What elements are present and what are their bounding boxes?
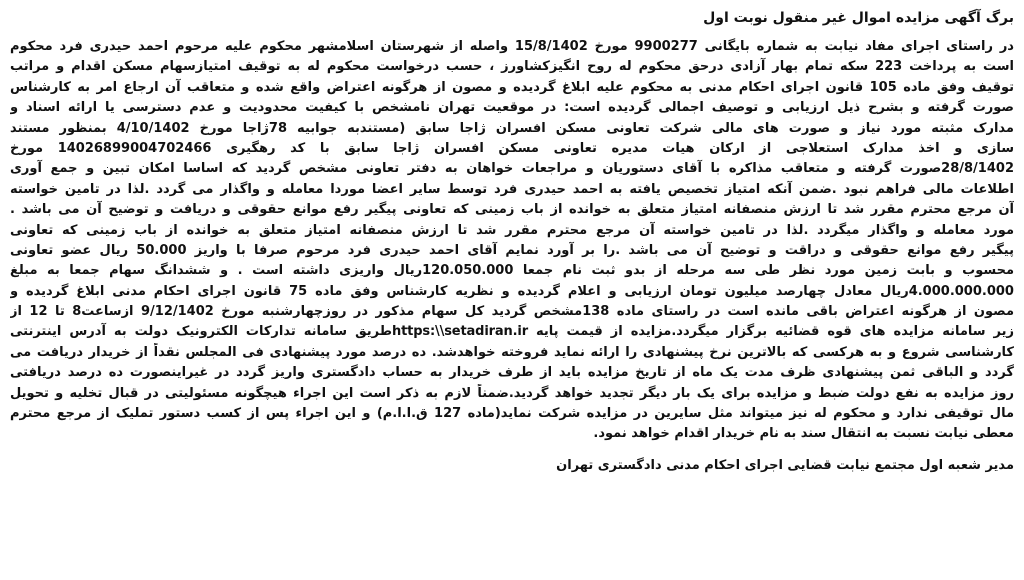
notice-body-line: مورد معامله و واگذار میگردد .لذا در تامین خواسته آن مرجع محترم مقرر شد تا ارزش منصفانه امتیاز متعلق به خوانده از باب زمینی که تعاونی [10, 222, 1014, 238]
notice-body-line: زیر سامانه مزایده های قوه قضائیه برگزار میگردد.مزایده از قیمت پایه https:\\setadiran.irطریق سامانه تدارکات الکترونیک دولت به آدرس اینترنتی [10, 324, 1014, 340]
notice-body-line: معطی نیابت نسبت به انتقال سند به نام خریدار اقدام خواهد نمود. [593, 426, 1014, 442]
notice-body-line: 28/8/1402صورت گرفته و متعاقب مذاکره با آقای دستوریان و مراجعات خواهان به دفتر تعاونی مشخص گردید که اساسا امکان تبین و جمع آوری [10, 161, 1014, 177]
notice-body-line: توقیف وفق ماده 105 قانون اجرای احکام مدنی به محکوم علیه ابلاغ گردیده و مصون از هرگونه اعتراض واقع شده و متعاقب آن ارجاع امر به کارشناس [10, 79, 1014, 95]
notice-body-line: پیگیر رفع موانع حقوقی و دراقت و توضیح آن می باشد .را بر آورد نمایم آقای احمد حیدری فرد مرحوم صرفا با واریز 50.000 ریال عضو تعاونی [10, 242, 1014, 258]
notice-body-line: آن مرجع محترم مقرر شد تا ارزش منصفانه امتیاز متعلق به خوانده از باب زمینی که تعاونی پیگیر رفع موانع حقوقی و دریافت و توضیح آن می باشد . [10, 202, 1014, 218]
notice-body-line: 4.000.000.000ریال معادل چهارصد میلیون تومان ارزیابی و اعلام گردیده و نظریه کارشناس وفق ماده 75 قانون اجرای احکام مدنی ابلاغ گردیده و [10, 283, 1014, 299]
notice-body-line: مصون از هرگونه اعتراض باقی مانده است در راستای ماده 138مشخص گردید کل سهام مذکور در روزچهارشنبه مورخ 9/12/1402 ازساعت8 تا 12 از [10, 304, 1014, 320]
notice-body-line: اطلاعات مالی فراهم نبود .ضمن آنکه امتیاز تخصیص یافته به احمد حیدری فرد توسط سایر اعضا موردا معامله و واگذار می گردد .لذا در تامین خواسته [10, 181, 1014, 197]
notice-body-line: است به پرداخت 223 سکه تمام بهار آزادی درحق محکوم له روح انگیزکشاورز ، حسب درخواست محکوم له به توقیف امتیازسهام مسکن اقدام و مراتب [10, 59, 1014, 75]
notice-body [10, 37, 1014, 445]
notice-body-line: گردد و الباقی ثمن پیشنهادی ظرف مدت یک ماه از تاریخ مزایده باید از طرف خریدار به حساب دادگستری واریز گردد در غیراینصورت ده درصد دریافتی [10, 365, 1014, 381]
notice-body-line: صورت گرفته و بشرح ذیل ارزیابی و توصیف اجمالی گردیده است: در موقعیت تهران نامشخص با کیفیت محدودیت و عدم دسترسی یا ارائه اسناد و [10, 100, 1014, 116]
notice-body-line: محسوب و بابت زمین مورد نظر طی سه مرحله از بدو ثبت نام جمعا 120.050.000ریال واریزی داشته است . و ششدانگ سهام جمعا به مبلغ [10, 263, 1014, 279]
notice-body-line: مدارک مثبته مورد نیاز و صورت های مالی شرکت تعاونی مسکن افسران ژاجا سابق (مستندبه جوابیه 78ژاجا مورخ 4/10/1402 بمنظور مستند [10, 120, 1014, 136]
notice-title: برگ آگهی مزایده اموال غیر منقول نوبت اول [703, 10, 1014, 26]
notice-body-line: روز مزایده به نفع دولت ضبط و مزایده برای یک بار دیگر تجدید خواهد گردید.ضمناً لازم به ذکر است این اجراء هیچگونه مسئولیتی در قبال تخلیه و تحویل [10, 385, 1014, 401]
notice-signature: مدیر شعبه اول مجتمع نیابت قضایی اجرای احکام مدنی دادگستری تهران [556, 457, 1014, 473]
notice-body-line: مال توقیفی ندارد و محکوم له نیز میتواند مثل سایرین در مزایده شرکت نماید(ماده 127 ق.ا.ا.م) و این اجراء پس از کسب دستور تملیک از مرجع محترم [10, 406, 1014, 422]
notice-body-line: در راستای اجرای مفاد نیابت به شماره بایگانی 9900277 مورخ 15/8/1402 واصله از شهرستان اسلامشهر محکوم علیه مرحوم احمد حیدری فرد محکوم [10, 39, 1014, 54]
notice-body-line: کارشناسی شروع و به هرکسی که بالاترین نرخ پیشنهادی را ارائه نماید فروخته خواهدشد. ده درصد مورد پیشنهادی فی المجلس نقداً از خریدار دریافت می [10, 344, 1014, 360]
notice-body-line: سازی و اخذ مدارک استعلاجی از ارکان هیات مدیره تعاونی مسکن افسران ژاجا سابق با کد رهگیری 14026899004702466 مورخ [10, 140, 1014, 156]
